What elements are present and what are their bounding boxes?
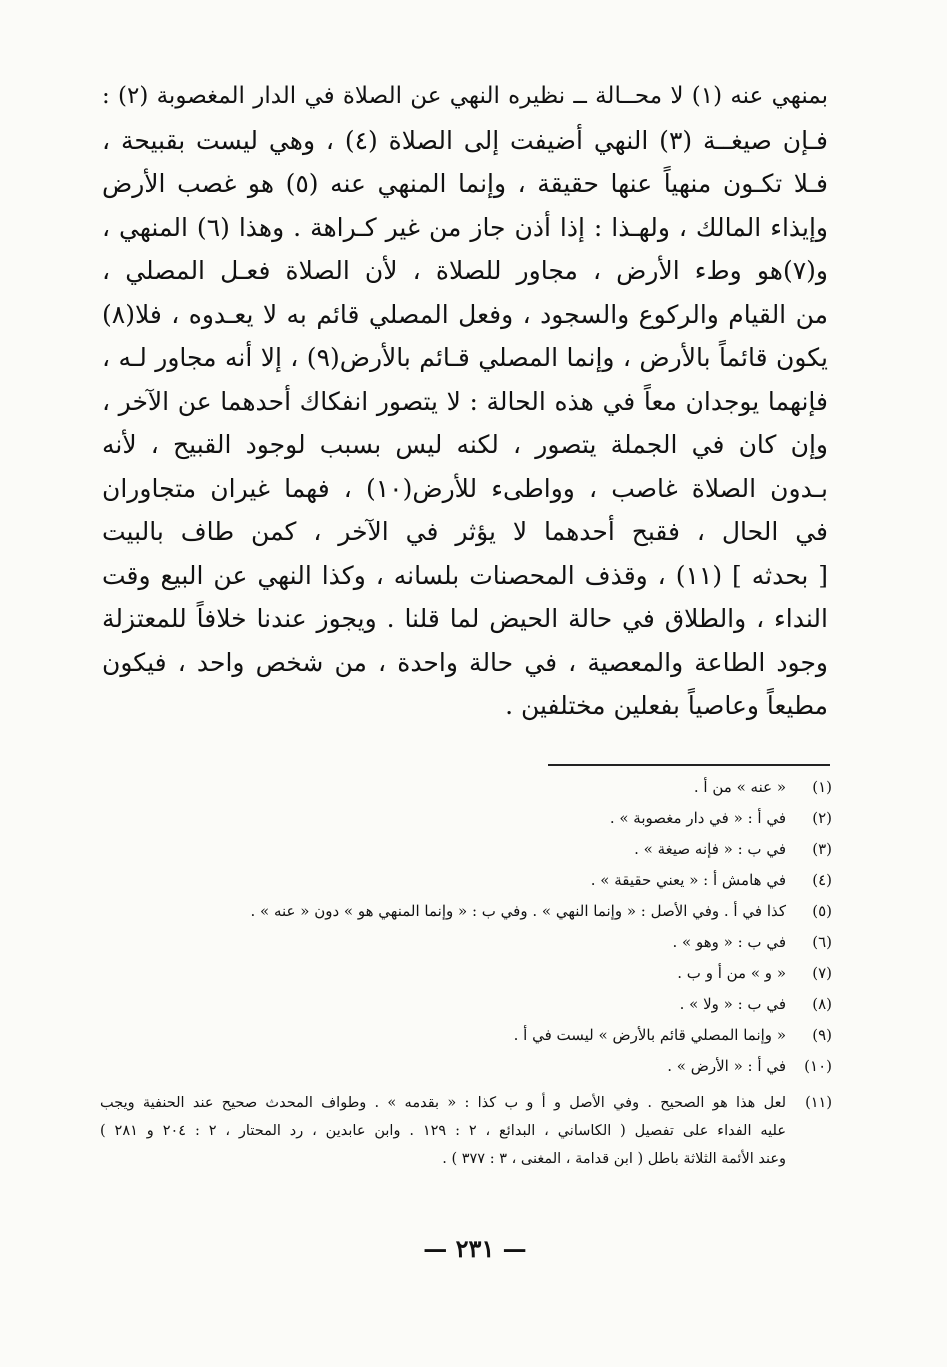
footnote xyxy=(100,1051,832,1082)
footnote-line: لعل هذا هو الصحيح . وفي الأصل و أ و ب كذا : « بقدمه » . وطواف المحدث صحيح عند الحنفية ويجب xyxy=(100,1095,786,1111)
footnote xyxy=(100,896,832,927)
footnote-text: في ب : « فإنه صيغة » . xyxy=(634,840,786,858)
text-line: بمنهي عنه (١) لا محــالة ــ نظيره النهي عن الصلاة في الدار المغصوبة (٢) : xyxy=(102,83,828,109)
footnote-text: في هامش أ : « يعني حقيقة » . xyxy=(590,871,786,889)
footnote-number: (٣) xyxy=(812,840,832,858)
footnote-number: (٢) xyxy=(812,809,832,827)
footnote-line: وعند الأئمة الثلاثة باطل ( ابن قدامة ، المغنى ، ٣ : ٣٧٧ ) . xyxy=(442,1151,786,1167)
footnote-text: في أ : « في دار مغصوبة » . xyxy=(609,809,786,827)
footnote-number: (٦) xyxy=(812,933,832,951)
text-line: بـدون الصلاة غاصب ، وواطىء للأرض(١٠) ، فهما غيران متجاوران xyxy=(102,473,828,503)
footnote-text: في أ : « الأرض » . xyxy=(667,1057,786,1075)
footnote-number: (٨) xyxy=(812,995,832,1013)
footnote-11 xyxy=(100,1089,832,1173)
footnote-number: (١١) xyxy=(805,1095,832,1111)
footnote-11-body xyxy=(100,1089,786,1173)
footnote-text: « و » من أ و ب . xyxy=(677,964,786,982)
footnote-number: (٩) xyxy=(812,1026,832,1044)
footnote-text: « وإنما المصلي قائم بالأرض » ليست في أ . xyxy=(513,1026,786,1044)
footnote xyxy=(100,989,832,1020)
footnote xyxy=(100,958,832,989)
text-line: يكون قائماً بالأرض ، وإنما المصلي قـائم بالأرض(٩) ، إلا أنه مجاور لـه ، xyxy=(102,343,828,372)
text-line: [ بحدثه ] (١١) ، وقذف المحصنات بلسانه ، وكذا النهي عن البيع وقت xyxy=(102,560,828,590)
footnote-line: عليه الفداء على تفصيل ( الكاساني ، البدائع ، ٢ : ١٢٩ . وابن عابدين ، رد المحتار ، ٢ : ٢٠٤ و ٢٨١ ) xyxy=(100,1123,786,1139)
footnote-text: « عنه » من أ . xyxy=(693,778,786,796)
main-body-text xyxy=(102,75,828,728)
footnote xyxy=(100,803,832,834)
text-line: فإنهما يوجدان معاً في هذه الحالة : لا يتصور انفكاك أحدهما عن الآخر ، xyxy=(102,386,828,416)
footnote-number: (١٠) xyxy=(804,1057,832,1075)
text-line: فـإن صيغــة (٣) النهي أضيفت إلى الصلاة (٤) ، وهي ليست بقبيحة ، xyxy=(102,125,828,155)
text-line: في الحال ، فقبح أحدهما لا يؤثر في الآخر ، كمن طاف بالبيت xyxy=(102,517,828,546)
text-line: فـلا تكـون منهياً عنها حقيقة ، وإنما المنهي عنه (٥) هو غصب الأرض xyxy=(102,169,828,198)
footnote-text: كذا في أ . وفي الأصل : « وإنما النهي » . وفي ب : « وإنما المنهي هو » دون « عنه » . xyxy=(250,902,786,920)
footnote-text: في ب : « ولا » . xyxy=(679,995,786,1013)
footnote xyxy=(100,1020,832,1051)
footnote-number: (٧) xyxy=(812,964,832,982)
page-number: — ٢٣١ — xyxy=(423,1234,527,1263)
footnote-number: (٥) xyxy=(812,902,832,920)
text-line: وجود الطاعة والمعصية ، في حالة واحدة ، من شخص واحد ، فيكون xyxy=(102,647,828,677)
footnote-number: (٤) xyxy=(812,871,832,889)
footnote-separator xyxy=(548,764,830,766)
text-line: مطيعاً وعاصياً بفعلين مختلفين . xyxy=(505,691,828,720)
footnotes-section xyxy=(100,772,832,1082)
text-line: و(٧)هو وطء الأرض ، مجاور للصلاة ، لأن الصلاة فعـل المصلي ، xyxy=(102,256,828,285)
footnote xyxy=(100,834,832,865)
footnote xyxy=(100,865,832,896)
text-line: من القيام والركوع والسجود ، وفعل المصلي قائم به لا يعـدوه ، فلا(٨) xyxy=(102,299,828,329)
text-line: وإن كان في الجملة يتصور ، لكنه ليس بسبب لوجود القبيح ، لأنه xyxy=(102,430,828,459)
text-line: النداء ، والطلاق في حالة الحيض لما قلنا . ويجوز عندنا خلافاً للمعتزلة xyxy=(102,604,828,633)
footnote-number: (١) xyxy=(812,778,832,796)
footnote xyxy=(100,772,832,803)
text-line: وإيذاء المالك ، ولهـذا : إذا أذن جاز من غير كـراهة . وهذا (٦) المنهي ، xyxy=(102,212,828,242)
footnote-text: في ب : « وهو » . xyxy=(672,933,786,951)
footnote xyxy=(100,927,832,958)
